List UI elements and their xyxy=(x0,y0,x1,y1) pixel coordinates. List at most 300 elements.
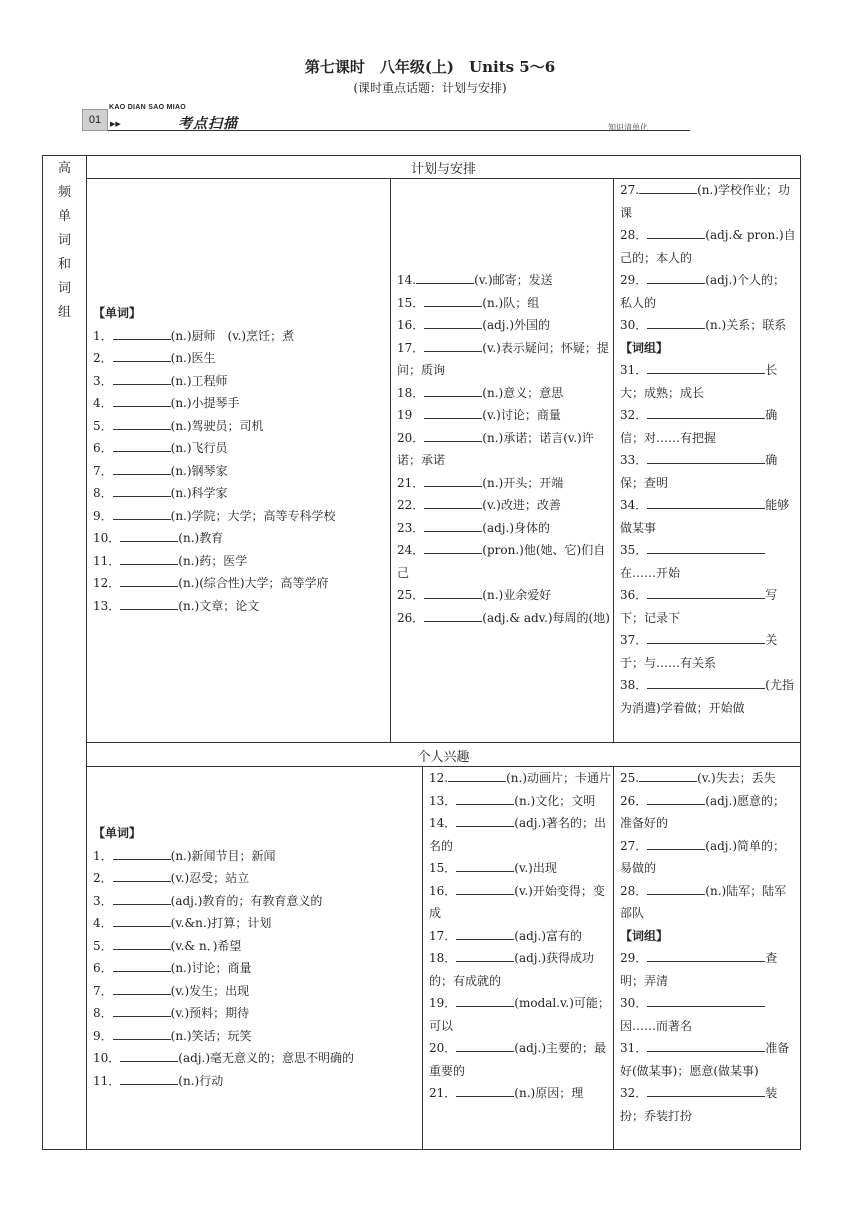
item-number: 6． xyxy=(93,961,113,975)
item-definition: (adj.)愿意的；准备好的 xyxy=(620,793,786,830)
item-number: 14． xyxy=(429,816,457,830)
interests-words-column-3 xyxy=(620,767,796,1127)
item-number: 4． xyxy=(93,916,113,930)
item-number: 7． xyxy=(93,463,113,478)
page-subtitle: (课时重点话题：计划与安排) xyxy=(353,81,507,95)
item-definition: 查明；弄清 xyxy=(620,951,778,988)
item-number: 10． xyxy=(93,531,121,545)
vocab-item xyxy=(93,980,419,1003)
table-divider xyxy=(86,742,801,743)
item-number: 3． xyxy=(93,893,113,908)
vocab-item xyxy=(93,867,419,890)
vocab-item xyxy=(620,584,796,629)
answer-blank[interactable] xyxy=(456,813,514,827)
item-number: 5． xyxy=(93,938,113,953)
vocab-item xyxy=(429,925,611,948)
item-definition: (n.)意义；意思 xyxy=(482,385,564,400)
plans-words-column-1 xyxy=(93,302,388,617)
interests-words-column-1 xyxy=(93,822,419,1092)
answer-blank[interactable] xyxy=(113,506,171,520)
side-label-char: 词 xyxy=(57,233,71,248)
item-definition: (v.)发生；出现 xyxy=(170,983,250,998)
item-definition: (n.)讨论；商量 xyxy=(170,961,252,975)
vocab-item xyxy=(429,1037,611,1082)
item-number: 28． xyxy=(620,228,648,242)
item-definition: (v.&n.)打算；计划 xyxy=(170,916,272,930)
answer-blank[interactable] xyxy=(113,1003,171,1017)
item-definition: (n.)笑话；玩笑 xyxy=(170,1028,252,1043)
answer-blank[interactable] xyxy=(113,483,171,497)
item-definition: (adj.)富有的 xyxy=(514,928,583,943)
vocab-item xyxy=(93,890,419,913)
answer-blank[interactable] xyxy=(424,608,482,622)
item-number: 25. xyxy=(620,771,640,785)
item-number: 8． xyxy=(93,1006,113,1020)
item-definition: (n.)(综合性)大学；高等学府 xyxy=(178,576,329,590)
item-number: 31． xyxy=(620,363,648,377)
vocab-item xyxy=(620,1082,796,1127)
vocab-item xyxy=(93,437,388,460)
group-heading: 【词组】 xyxy=(620,928,669,943)
table-divider xyxy=(613,178,614,742)
section-title-interests: 个人兴趣 xyxy=(417,750,470,765)
side-label-char: 高 xyxy=(57,161,71,176)
item-number: 12． xyxy=(93,576,121,590)
vocab-item xyxy=(397,584,611,607)
item-number: 11． xyxy=(93,1073,121,1088)
answer-blank[interactable] xyxy=(456,858,514,872)
answer-blank[interactable] xyxy=(120,1071,178,1085)
item-number: 10． xyxy=(93,1051,121,1065)
vocab-item xyxy=(93,572,388,595)
answer-blank[interactable] xyxy=(113,371,171,385)
vocab-item xyxy=(620,767,796,790)
answer-blank[interactable] xyxy=(647,630,765,644)
item-number: 19． xyxy=(429,996,457,1010)
item-definition: 确信；对……有把握 xyxy=(620,408,778,445)
item-definition: (adj.)外国的 xyxy=(482,318,551,332)
item-number: 24． xyxy=(397,543,425,557)
item-definition: (n.)业余爱好 xyxy=(482,588,552,602)
answer-blank[interactable] xyxy=(120,551,178,565)
answer-blank[interactable] xyxy=(456,1038,514,1052)
answer-blank[interactable] xyxy=(113,438,171,452)
vocab-item xyxy=(620,269,796,314)
item-number: 9． xyxy=(93,508,113,523)
vocab-item xyxy=(620,224,796,269)
answer-blank[interactable] xyxy=(424,405,482,419)
item-definition: (n.)原因；理 xyxy=(514,1086,584,1100)
vocab-item xyxy=(93,527,388,550)
vocab-item xyxy=(93,1025,419,1048)
item-definition: (n.)厨师 (v.)烹饪；煮 xyxy=(170,328,295,343)
vocab-item xyxy=(93,550,388,573)
vocab-item xyxy=(93,347,388,370)
side-label-char: 单 xyxy=(57,209,71,224)
vocab-item xyxy=(620,790,796,835)
vocab-item xyxy=(93,1047,419,1070)
item-number: 1． xyxy=(93,328,113,343)
item-definition: (v.)预料；期待 xyxy=(170,1006,250,1020)
item-number: 25． xyxy=(397,588,425,602)
item-number: 27. xyxy=(620,183,640,197)
item-number: 12. xyxy=(429,771,449,785)
answer-blank[interactable] xyxy=(113,891,171,905)
banner-number: 01 xyxy=(82,109,108,131)
side-label xyxy=(43,157,86,325)
vocab-item xyxy=(397,517,611,540)
item-number: 32． xyxy=(620,408,648,422)
answer-blank[interactable] xyxy=(113,958,171,972)
vocab-item xyxy=(620,992,796,1037)
vocab-item xyxy=(620,880,796,925)
answer-blank[interactable] xyxy=(113,1026,171,1040)
item-definition: (n.)驾驶员；司机 xyxy=(170,418,264,433)
item-definition: (v.& n．)希望 xyxy=(170,938,242,953)
answer-blank[interactable] xyxy=(424,293,482,307)
answer-blank[interactable] xyxy=(113,461,171,475)
item-number: 16． xyxy=(429,883,457,898)
item-number: 18． xyxy=(397,385,425,400)
item-number: 37． xyxy=(620,633,648,647)
answer-blank[interactable] xyxy=(647,360,765,374)
item-number: 7． xyxy=(93,983,113,998)
item-number: 30． xyxy=(620,996,648,1010)
item-definition: (adj.)简单的；易做的 xyxy=(620,838,786,875)
item-number: 29． xyxy=(620,951,648,965)
item-number: 5． xyxy=(93,418,113,433)
vocab-item xyxy=(620,629,796,674)
item-definition: (modal.v.)可能；可以 xyxy=(429,996,610,1033)
item-number: 17． xyxy=(429,928,457,943)
side-label-char: 词 xyxy=(57,281,71,296)
item-number: 1． xyxy=(93,848,113,863)
vocab-item xyxy=(397,539,611,584)
vocab-item xyxy=(429,880,611,925)
answer-blank[interactable] xyxy=(647,585,765,599)
double-arrow-icon: ▶▶ xyxy=(110,120,121,128)
item-number: 32． xyxy=(620,1086,648,1100)
answer-blank[interactable] xyxy=(424,428,482,442)
vocab-item xyxy=(429,812,611,857)
vocab-item xyxy=(397,427,611,472)
group-heading: 【单词】 xyxy=(93,306,142,320)
item-definition: (adj.)教育的；有教育意义的 xyxy=(170,893,323,908)
item-definition: (v.)邮寄；发送 xyxy=(474,273,553,287)
item-definition: 确保；查明 xyxy=(620,453,778,490)
item-definition: (n.)承诺；诺言(v.)许诺；承诺 xyxy=(397,430,594,467)
item-number: 15． xyxy=(429,861,457,875)
item-number: 17． xyxy=(397,340,425,355)
vocab-item xyxy=(620,494,796,539)
item-definition: 能够做某事 xyxy=(620,498,790,535)
answer-blank[interactable] xyxy=(120,596,178,610)
answer-blank[interactable] xyxy=(113,913,171,927)
answer-blank[interactable] xyxy=(424,540,482,554)
item-number: 27． xyxy=(620,838,648,853)
answer-blank[interactable] xyxy=(456,881,514,895)
item-definition: (n.)飞行员 xyxy=(170,441,228,455)
answer-blank[interactable] xyxy=(113,348,171,362)
item-number: 3． xyxy=(93,373,113,388)
answer-blank[interactable] xyxy=(120,573,178,587)
item-number: 26． xyxy=(620,793,648,808)
plans-words-column-3 xyxy=(620,179,796,719)
vocab-item xyxy=(429,790,611,813)
item-number: 34． xyxy=(620,498,648,512)
item-definition: (n.)行动 xyxy=(178,1073,224,1088)
vocab-item xyxy=(93,392,388,415)
item-number: 15． xyxy=(397,295,425,310)
item-definition: (adj.& pron.)自己的；本人的 xyxy=(620,228,796,265)
vocab-item xyxy=(93,505,388,528)
answer-blank[interactable] xyxy=(647,993,765,1007)
item-definition: (n.)小提琴手 xyxy=(170,396,240,410)
item-definition: (adj.)毫无意义的；意思不明确的 xyxy=(178,1051,355,1065)
answer-blank[interactable] xyxy=(647,1038,765,1052)
answer-blank[interactable] xyxy=(647,405,765,419)
item-number: 28． xyxy=(620,883,648,898)
answer-blank[interactable] xyxy=(647,881,705,895)
item-definition: (adj.)著名的；出名的 xyxy=(429,816,607,853)
item-definition: (n.)队；组 xyxy=(482,295,540,310)
item-definition: (n.)动画片；卡通片 xyxy=(506,771,612,785)
item-number: 33． xyxy=(620,453,648,467)
vocab-item xyxy=(93,460,388,483)
answer-blank[interactable] xyxy=(424,585,482,599)
answer-blank[interactable] xyxy=(424,473,482,487)
answer-blank[interactable] xyxy=(456,948,514,962)
item-number: 6． xyxy=(93,441,113,455)
vocab-item xyxy=(620,1037,796,1082)
vocab-item xyxy=(429,992,611,1037)
vocab-item xyxy=(93,1070,419,1093)
item-number: 13． xyxy=(93,598,121,613)
item-definition: (n.)开头；开端 xyxy=(482,475,564,490)
vocab-item xyxy=(397,269,611,292)
side-label-char: 频 xyxy=(57,185,71,200)
item-definition: (n.)文章；论文 xyxy=(178,598,260,613)
item-definition: (n.)教育 xyxy=(178,531,224,545)
item-number: 4． xyxy=(93,396,113,410)
vocab-item xyxy=(397,314,611,337)
answer-blank[interactable] xyxy=(456,993,514,1007)
table-divider xyxy=(86,155,87,1150)
answer-blank[interactable] xyxy=(113,846,171,860)
answer-blank[interactable] xyxy=(639,768,697,782)
item-definition: 在……开始 xyxy=(620,565,681,580)
item-number: 21． xyxy=(429,1086,457,1100)
item-number: 35． xyxy=(620,543,648,557)
answer-blank[interactable] xyxy=(424,338,482,352)
item-number: 23． xyxy=(397,520,425,535)
vocab-item xyxy=(93,482,388,505)
group-heading: 【词组】 xyxy=(620,340,669,355)
item-definition: (pron.)他(她、它)们自己 xyxy=(397,543,606,580)
item-definition: (v.)失去；丢失 xyxy=(697,771,776,785)
vocab-item xyxy=(620,179,796,224)
item-definition: 准备好(做某事)；愿意(做某事) xyxy=(620,1041,790,1078)
item-number: 13． xyxy=(429,793,457,808)
table-divider xyxy=(613,766,614,1150)
answer-blank[interactable] xyxy=(647,315,705,329)
answer-blank[interactable] xyxy=(424,315,482,329)
item-number: 2． xyxy=(93,871,113,885)
item-number: 36． xyxy=(620,588,648,602)
answer-blank[interactable] xyxy=(424,383,482,397)
vocab-item xyxy=(397,337,611,382)
answer-blank[interactable] xyxy=(120,528,178,542)
item-definition: (n.)学校作业；功课 xyxy=(620,183,791,220)
vocab-item xyxy=(620,947,796,992)
answer-blank[interactable] xyxy=(416,270,474,284)
banner-label: 考点扫描 xyxy=(178,116,238,132)
item-number: 26． xyxy=(397,610,425,625)
answer-blank[interactable] xyxy=(448,768,506,782)
answer-blank[interactable] xyxy=(424,518,482,532)
vocab-item xyxy=(397,607,611,630)
item-number: 31． xyxy=(620,1041,648,1055)
item-definition: (n.)关系；联系 xyxy=(705,318,787,332)
item-number: 20． xyxy=(429,1041,457,1055)
answer-blank[interactable] xyxy=(647,495,765,509)
item-definition: 装扮；乔装打扮 xyxy=(620,1086,778,1123)
item-definition: (n.)文化；文明 xyxy=(514,793,596,808)
answer-blank[interactable] xyxy=(639,180,697,194)
answer-blank[interactable] xyxy=(424,495,482,509)
answer-blank[interactable] xyxy=(647,836,705,850)
item-definition: (n.)新闻节目；新闻 xyxy=(170,848,276,863)
item-number: 21． xyxy=(397,475,425,490)
answer-blank[interactable] xyxy=(456,926,514,940)
item-number: 18． xyxy=(429,951,457,965)
vocab-item xyxy=(93,957,419,980)
item-number: 30． xyxy=(620,318,648,332)
answer-blank[interactable] xyxy=(113,326,171,340)
item-definition: (adj.)个人的；私人的 xyxy=(620,273,786,310)
item-number: 20． xyxy=(397,430,425,445)
answer-blank[interactable] xyxy=(113,868,171,882)
answer-blank[interactable] xyxy=(113,393,171,407)
vocab-item xyxy=(397,404,611,427)
section-title-plans: 计划与安排 xyxy=(410,162,476,177)
item-definition: (n.)医生 xyxy=(170,351,216,365)
vocab-item xyxy=(93,595,388,618)
section-banner xyxy=(82,104,690,134)
plans-words-column-2 xyxy=(397,269,611,629)
banner-underline xyxy=(108,130,690,131)
answer-blank[interactable] xyxy=(456,791,514,805)
vocab-item xyxy=(93,935,419,958)
answer-blank[interactable] xyxy=(647,948,765,962)
item-definition: (v.)表示疑问；怀疑；提问；质询 xyxy=(397,340,609,377)
item-definition: 关于；与……有关系 xyxy=(620,633,778,670)
item-definition: 因……而著名 xyxy=(620,1018,693,1033)
answer-blank[interactable] xyxy=(647,450,765,464)
answer-blank[interactable] xyxy=(456,1083,514,1097)
item-definition: 写下；记录下 xyxy=(620,588,778,625)
group-heading: 【单词】 xyxy=(93,826,142,840)
item-definition: (adj.)获得成功的；有成就的 xyxy=(429,951,595,988)
item-definition: (v.)开始变得；变成 xyxy=(429,883,605,920)
item-definition: (n.)陆军；陆军部队 xyxy=(620,883,787,920)
vocab-item xyxy=(620,539,796,584)
answer-blank[interactable] xyxy=(647,791,705,805)
answer-blank[interactable] xyxy=(113,981,171,995)
item-definition: (adj.& adv.)每周的(地) xyxy=(482,610,610,625)
table-divider xyxy=(390,178,391,742)
answer-blank[interactable] xyxy=(113,936,171,950)
vocab-item xyxy=(397,472,611,495)
vocab-item xyxy=(93,325,388,348)
vocab-item xyxy=(620,449,796,494)
item-number: 9． xyxy=(93,1028,113,1043)
answer-blank[interactable] xyxy=(120,1048,178,1062)
item-definition: 长大；成熟；成长 xyxy=(620,363,778,400)
answer-blank[interactable] xyxy=(647,540,765,554)
table-divider xyxy=(422,766,423,1150)
vocab-item xyxy=(93,845,419,868)
item-number: 14. xyxy=(397,273,417,287)
vocab-item xyxy=(429,947,611,992)
vocab-item xyxy=(620,404,796,449)
interests-words-column-2 xyxy=(429,767,611,1105)
vocab-item xyxy=(93,1002,419,1025)
vocab-item xyxy=(93,370,388,393)
vocab-item xyxy=(93,912,419,935)
item-definition: (尤指为消遣)学着做；开始做 xyxy=(620,678,794,715)
item-number: 8． xyxy=(93,486,113,500)
vocab-item xyxy=(429,767,611,790)
item-number: 19 xyxy=(397,408,425,422)
item-definition: (v.)讨论；商量 xyxy=(482,408,561,422)
answer-blank[interactable] xyxy=(647,225,705,239)
item-definition: (v.)改进；改善 xyxy=(482,498,561,512)
item-definition: (v.)出现 xyxy=(514,861,557,875)
item-number: 11． xyxy=(93,553,121,568)
side-label-char: 组 xyxy=(57,305,71,320)
item-definition: (n.)药；医学 xyxy=(178,553,248,568)
banner-pinyin: KAO DIAN SAO MIAO xyxy=(109,104,187,111)
item-definition: (n.)工程师 xyxy=(170,373,228,388)
vocab-item xyxy=(620,835,796,880)
item-definition: (n.)科学家 xyxy=(170,486,228,500)
vocab-item xyxy=(429,1082,611,1105)
item-definition: (adj.)身体的 xyxy=(482,520,551,535)
item-number: 2． xyxy=(93,351,113,365)
banner-right-label: 知识清单化 xyxy=(608,123,648,132)
answer-blank[interactable] xyxy=(647,675,765,689)
item-definition: (v.)忍受；站立 xyxy=(170,871,250,885)
item-definition: (adj.)主要的；最重要的 xyxy=(429,1041,607,1078)
item-definition: (n.)钢琴家 xyxy=(170,463,228,478)
vocab-item xyxy=(620,359,796,404)
vocab-item xyxy=(620,314,796,337)
answer-blank[interactable] xyxy=(647,1083,765,1097)
answer-blank[interactable] xyxy=(113,416,171,430)
item-number: 16． xyxy=(397,318,425,332)
vocab-item xyxy=(429,857,611,880)
item-number: 38． xyxy=(620,678,648,692)
item-number: 29． xyxy=(620,273,648,287)
vocab-item xyxy=(397,292,611,315)
side-label-char: 和 xyxy=(57,257,71,272)
vocab-item xyxy=(397,494,611,517)
vocab-item xyxy=(93,415,388,438)
item-number: 22． xyxy=(397,498,425,512)
vocab-item xyxy=(397,382,611,405)
answer-blank[interactable] xyxy=(647,270,705,284)
